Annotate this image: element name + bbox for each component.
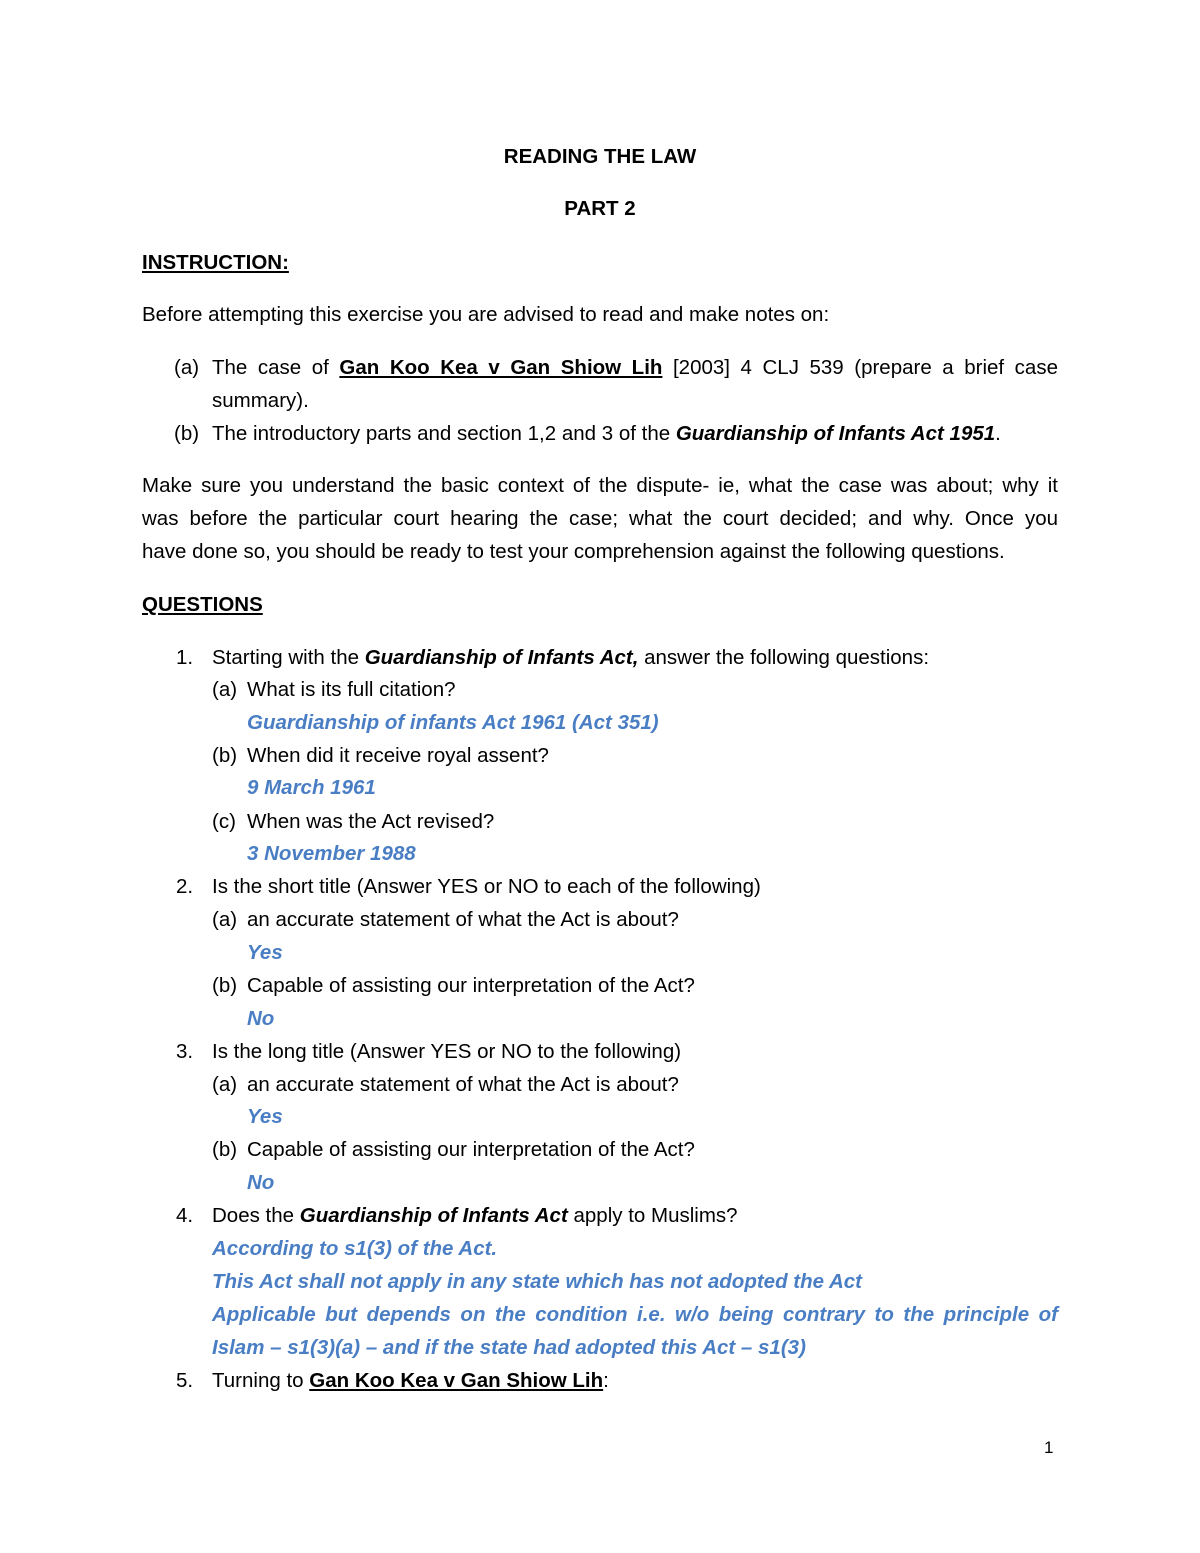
item-a-pre: The case of (212, 356, 340, 379)
context-line-3: have done so, you should be ready to test your comprehension against the following questions. (142, 540, 1005, 563)
q5-pre: Turning to (212, 1369, 310, 1392)
case-name-link: Gan Koo Kea v Gan Shiow Lih (339, 356, 663, 379)
context-line-2: was before the particular court hearing the case; what the court decided; and why. Once you (142, 507, 1058, 530)
q5-number: 5. (176, 1369, 194, 1392)
part-label: PART 2 (564, 197, 636, 220)
q1a-marker: (a) (212, 678, 238, 701)
instruction-heading: INSTRUCTION: (142, 251, 289, 274)
q1a-answer: Guardianship of infants Act 1961 (Act 351) (247, 711, 659, 734)
q2a-marker: (a) (212, 908, 238, 931)
item-a-marker: (a) (174, 356, 200, 379)
q5-text (212, 1368, 609, 1394)
questions-heading: QUESTIONS (142, 593, 263, 616)
document-title: READING THE LAW (503, 145, 697, 168)
act-name: Guardianship of Infants Act 1951 (675, 422, 996, 445)
q5-case-name: Gan Koo Kea v Gan Shiow Lih (309, 1369, 604, 1392)
q2b-marker: (b) (212, 974, 238, 997)
q1b-text: When did it receive royal assent? (247, 744, 549, 767)
page-number: 1 (1044, 1438, 1054, 1457)
q1-number: 1. (176, 646, 194, 669)
q1c-text: When was the Act revised? (247, 810, 495, 833)
q5-post: : (603, 1369, 609, 1392)
q3b-marker: (b) (212, 1138, 238, 1161)
q3b-text: Capable of assisting our interpretation of the Act? (247, 1138, 695, 1161)
q4-answer-line-2: This Act shall not apply in any state which has not adopted the Act (212, 1270, 863, 1293)
q3-number: 3. (176, 1040, 194, 1063)
item-b-post: . (995, 422, 1001, 445)
q4-text (212, 1203, 738, 1229)
q3b-answer: No (247, 1171, 275, 1194)
q1-act-name: Guardianship of Infants Act, (364, 646, 639, 669)
item-b-line (212, 421, 1001, 447)
q1-pre: Starting with the (212, 646, 365, 669)
q1-text (212, 645, 929, 671)
q3a-marker: (a) (212, 1073, 238, 1096)
q2-number: 2. (176, 875, 194, 898)
q4-answer-line-4: Islam – s1(3)(a) – and if the state had adopted this Act – s1(3) (212, 1336, 806, 1359)
q1c-marker: (c) (212, 810, 236, 833)
q1b-answer: 9 March 1961 (247, 776, 376, 799)
q4-answer-line-1: According to s1(3) of the Act. (212, 1237, 498, 1260)
q2a-answer: Yes (247, 941, 283, 964)
q1-post: answer the following questions: (638, 646, 930, 669)
q1b-marker: (b) (212, 744, 238, 767)
q2a-text: an accurate statement of what the Act is about? (247, 908, 679, 931)
item-b-marker: (b) (174, 422, 200, 445)
q1a-text: What is its full citation? (247, 678, 456, 701)
intro-paragraph: Before attempting this exercise you are advised to read and make notes on: (142, 303, 830, 326)
item-a-line (212, 355, 1058, 381)
q3a-answer: Yes (247, 1105, 283, 1128)
q4-pre: Does the (212, 1204, 300, 1227)
q4-post: apply to Muslims? (567, 1204, 738, 1227)
q2b-text: Capable of assisting our interpretation of the Act? (247, 974, 695, 997)
q1c-answer: 3 November 1988 (247, 842, 416, 865)
q2b-answer: No (247, 1007, 275, 1030)
item-b-pre: The introductory parts and section 1,2 and 3 of the (212, 422, 676, 445)
item-a-continuation: summary). (212, 389, 309, 412)
q4-number: 4. (176, 1204, 194, 1227)
q3a-text: an accurate statement of what the Act is about? (247, 1073, 679, 1096)
q3-text: Is the long title (Answer YES or NO to the following) (212, 1040, 682, 1063)
item-a-post: [2003] 4 CLJ 539 (prepare a brief case (662, 356, 1058, 379)
q4-answer-line-3: Applicable but depends on the condition i.e. w/o being contrary to the principle of (212, 1303, 1058, 1326)
context-line-1: Make sure you understand the basic context of the dispute- ie, what the case was about; why it (142, 474, 1058, 497)
q2-text: Is the short title (Answer YES or NO to each of the following) (212, 875, 761, 898)
q4-act-name: Guardianship of Infants Act (299, 1204, 568, 1227)
